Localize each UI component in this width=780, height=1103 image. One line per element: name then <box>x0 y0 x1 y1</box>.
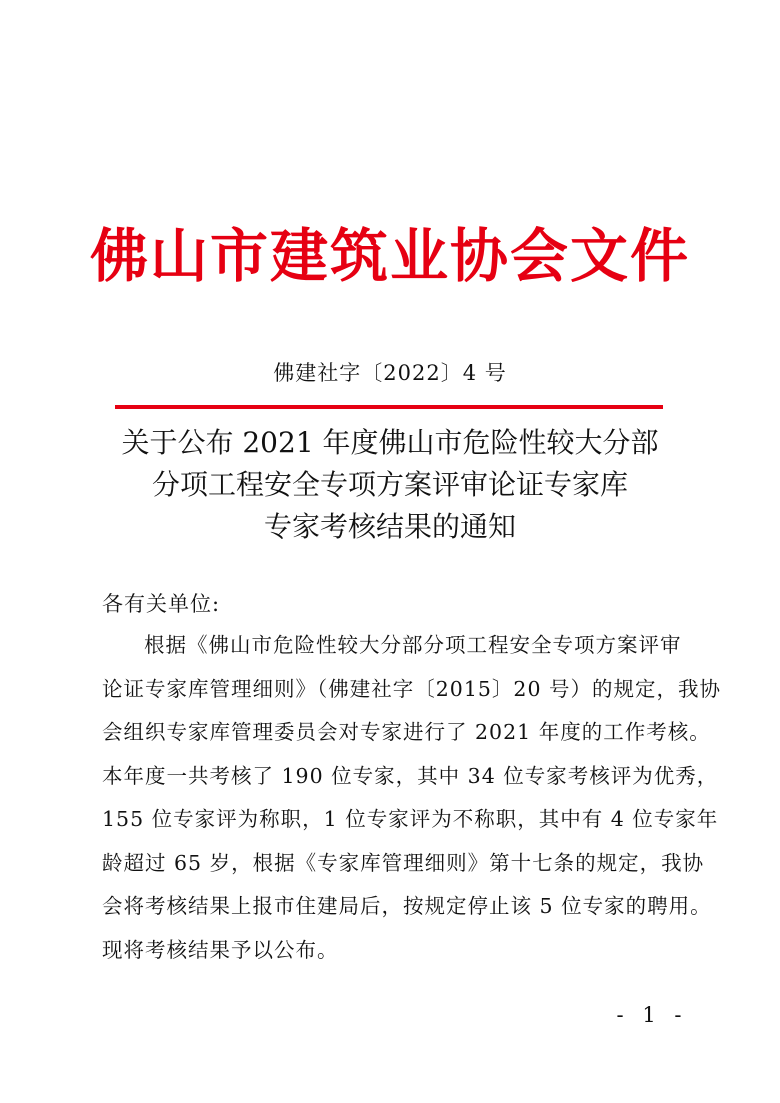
document-number: 佛建社字〔2022〕4 号 <box>273 361 507 385</box>
red-divider-line <box>115 405 663 409</box>
notice-title-line: 专家考核结果的通知 <box>263 510 516 543</box>
page-number: - 1 - <box>616 1003 688 1027</box>
body-line: 现将考核结果予以公布。 <box>102 937 339 962</box>
body-line: 会组织专家库管理委员会对专家进行了 2021 年度的工作考核。 <box>102 720 711 744</box>
body-paragraph <box>102 624 722 972</box>
body-line: 龄超过 65 岁，根据《专家库管理细则》第十七条的规定，我协 <box>102 850 705 875</box>
body-line: 本年度一共考核了 190 位专家，其中 34 位专家考核评为优秀， <box>102 763 719 788</box>
body-line: 论证专家库管理细则》（佛建社字〔2015〕20 号）的规定，我协 <box>102 676 722 701</box>
org-header-title: 佛山市建筑业协会文件 <box>89 222 690 290</box>
notice-title-line: 分项工程安全专项方案评审论证专家库 <box>151 468 628 501</box>
notice-title-line: 关于公布 2021 年度佛山市危险性较大分部 <box>121 426 659 459</box>
body-line: 会将考核结果上报市住建局后，按规定停止该 5 位专家的聘用。 <box>102 894 712 918</box>
notice-title <box>0 422 780 548</box>
body-line: 155 位专家评为称职，1 位专家评为不称职，其中有 4 位专家年 <box>102 807 719 831</box>
body-line: 根据《佛山市危险性较大分部分项工程安全专项方案评审 <box>144 633 682 657</box>
salutation: 各有关单位: <box>102 592 221 616</box>
